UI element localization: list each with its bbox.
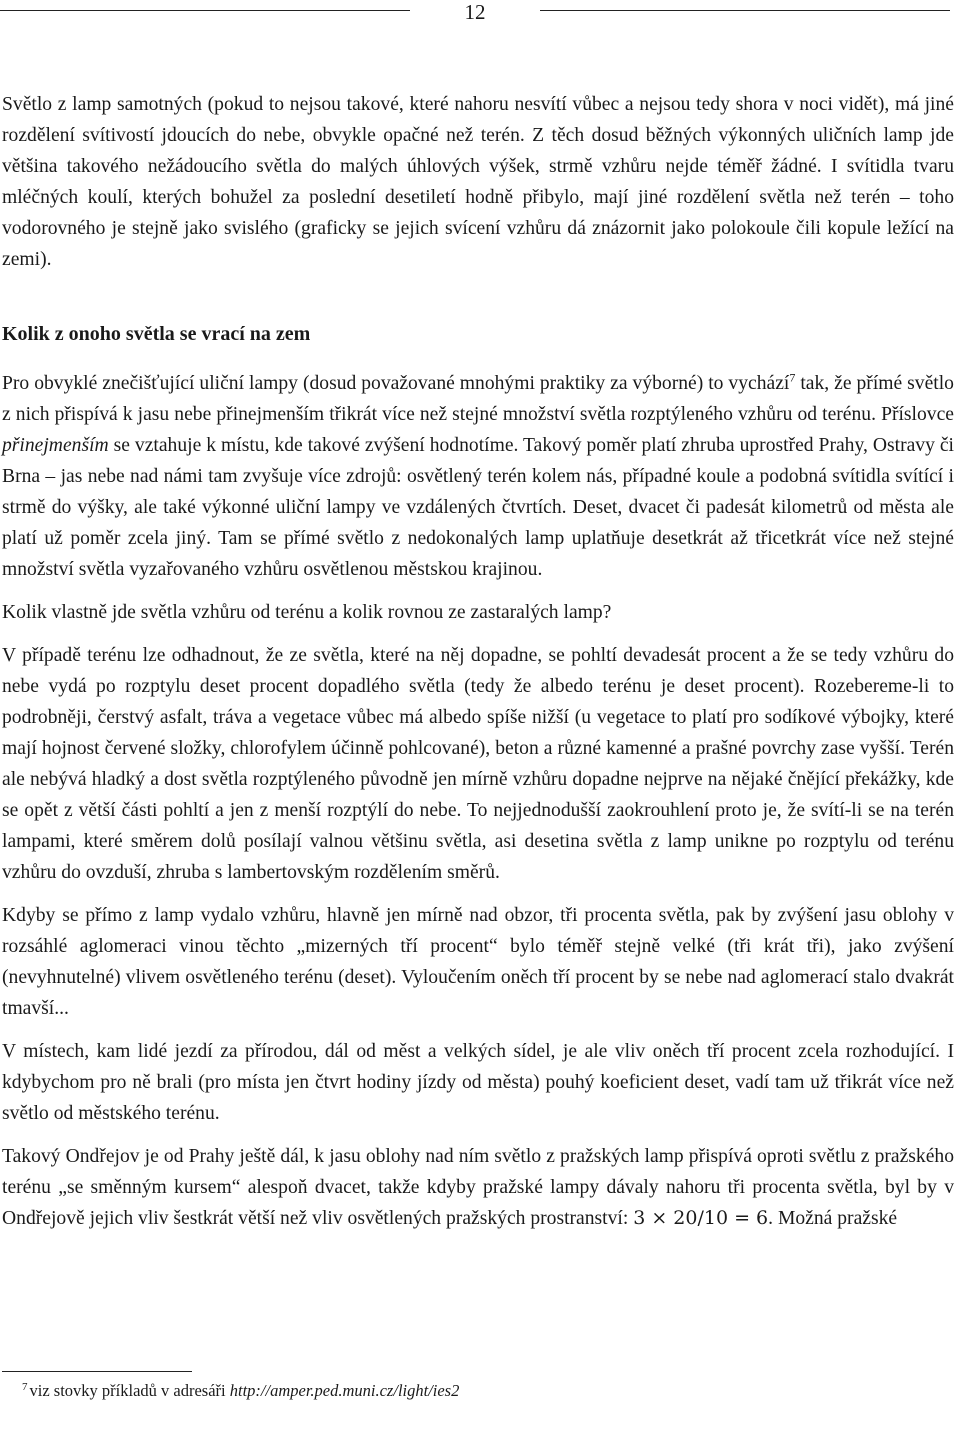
page-header [0,0,960,24]
paragraph-terrain-albedo: V případě terénu lze odhadnout, že ze světla, které na něj dopadne, se pohltí devadesát procent a že se tedy vzhůru do nebe vydá po rozptylu deset procent dopadlého světla (tedy že albedo terénu je deset procent). Rozebereme-li to podrobněji, čerstvý asfalt, tráva a vegetace vůbec má albedo spíše nižší (u vegetace to platí pro sodíkové výbojky, které mají hojnost červené složky, chlorofylem účinně pohlcované), beton a různé kamenné a prašné povrchy zase vyšší. Terén ale nebývá hladký a dost světla rozptýleného původně jen mírně vzhůru dopadne nejprve na nějaké čnějící překážky, kde se opět z větší části pohltí a jen z menší rozptýlí do nebe. To nejjednodušší zaokrouhlení proto je, že svítí-li se na terén lampami, které směrem dolů posílají valnou většinu světla, asi desetina světla z lamp unikne po rozptylu od terénu vzhůru do ovzduší, zhruba s lambertovským rozdělením směrů. [2,645,954,883]
p7-text-a: Takový Ondřejov je od Prahy ještě dál, k jasu oblohy nad ním světlo z pražských lamp přispívá oproti světlu z pražského terénu „se směnným kursem“ alespoň dvacet, takže kdyby pražské lampy dávaly nahoru tři procenta světla, byl by v Ondřejově jejich vliv šestkrát větší než vliv osvětlených pražských prostranství: [2,1146,954,1229]
paragraph-nature-places: V místech, kam lidé jezdí za přírodou, dál od měst a velkých sídel, je ale vliv oněch tří procent zcela rozhodující. I kdybychom pro ně brali (pro místa jen čtvrt hodiny jízdy od města) pouhý koeficient deset, vadí tam už třikrát více než světlo od městského terénu. [2,1041,954,1124]
page-number: 12 [464,0,486,24]
paragraph-ondrejov [2,1141,954,1234]
p2-text-c: se vztahuje k místu, kde takové zvýšení hodnotíme. Takový poměr platí zhruba uprostřed Prahy, Ostravy či Brna – jas nebe nad námi tam zvyšuje více zdrojů: osvětlený terén kolem nás, případné koule a podobná svítidla svítící i strmě do výšky, ale také výkonné uliční lampy ve vzdálených čtvrtích. Deset, dvacet či padesát kilometrů od města ale platí už poměr zcela jiný. Tam se přímé světlo z nedokonalých lamp uplatňuje desetkrát až třicetkrát více než stejné množství světla vyzařovaného vzhůru osvětlenou městskou krajinou. [2,435,954,580]
paragraph-question: Kolik vlastně jde světla vzhůru od terénu a kolik rovnou ze zastaralých lamp? [2,602,612,623]
section-heading: Kolik z onoho světla se vrací na zem [2,323,311,345]
footnote-mark: 7 [22,1380,28,1393]
footnote-link[interactable]: http://amper.ped.muni.cz/light/ies2 [229,1381,460,1400]
header-rule-left [0,10,410,11]
math-expression: 3 × 20/10 = 6 [633,1207,769,1229]
p7-text-b: . Možná pražské [768,1208,898,1229]
paragraph-three-percent: Kdyby se přímo z lamp vydalo vzhůru, hlavně jen mírně nad obzor, tři procenta světla, pak by zvýšení jasu oblohy v rozsáhlé aglomeraci vinou těchto „mizerných tří procent“ bylo téměř stejně velké (tři krát tři), jako zvýšení (nevyhnutelné) vlivem osvětleného terénu (deset). Vyloučením oněch tří procent by se nebe nad aglomerací stalo dvakrát tmavší... [2,905,954,1019]
page-body [2,89,954,1234]
footnote-text: viz stovky příkladů v adresáři [29,1381,230,1400]
footnote-rule [2,1371,192,1372]
paragraph-lamp-light: Světlo z lamp samotných (pokud to nejsou takové, které nahoru nesvítí vůbec a nejsou tedy shora v noci vidět), má jiné rozdělení svítivostí jdoucích do nebe, obvykle opačné než terén. Z těch dosud běžných výkonných uličních lamp jde většina takového nežádoucího světla do malých úhlových výšek, strmě vzhůru nejde téměř žádné. I svítidla tvaru mléčných koulí, kterých bohužel za poslední desetiletí hodně přibylo, mají jiné rozdělení světla než terén – toho vodorovného je stejně jako svislého (graficky se jejich svícení vzhůru dá znázornit jako polokoule čili kopule ležící na zemi). [2,94,954,270]
p2-text-b: tak, že přímé světlo z nich přispívá k jasu nebe přinejmenším třikrát více než stejné množství světla rozptýleného vzhůru od terénu. Příslovce [2,373,954,425]
p2-text-a: Pro obvyklé znečišťující uliční lampy (dosud považované mnohými praktiky za výborné) to vychází [2,373,790,394]
footnote [22,1380,922,1402]
paragraph-direct-light [2,368,954,585]
p2-emphasis: přinejmenším [2,435,109,456]
footnote-reference[interactable]: 7 [789,370,796,385]
header-rule-right [540,10,950,11]
